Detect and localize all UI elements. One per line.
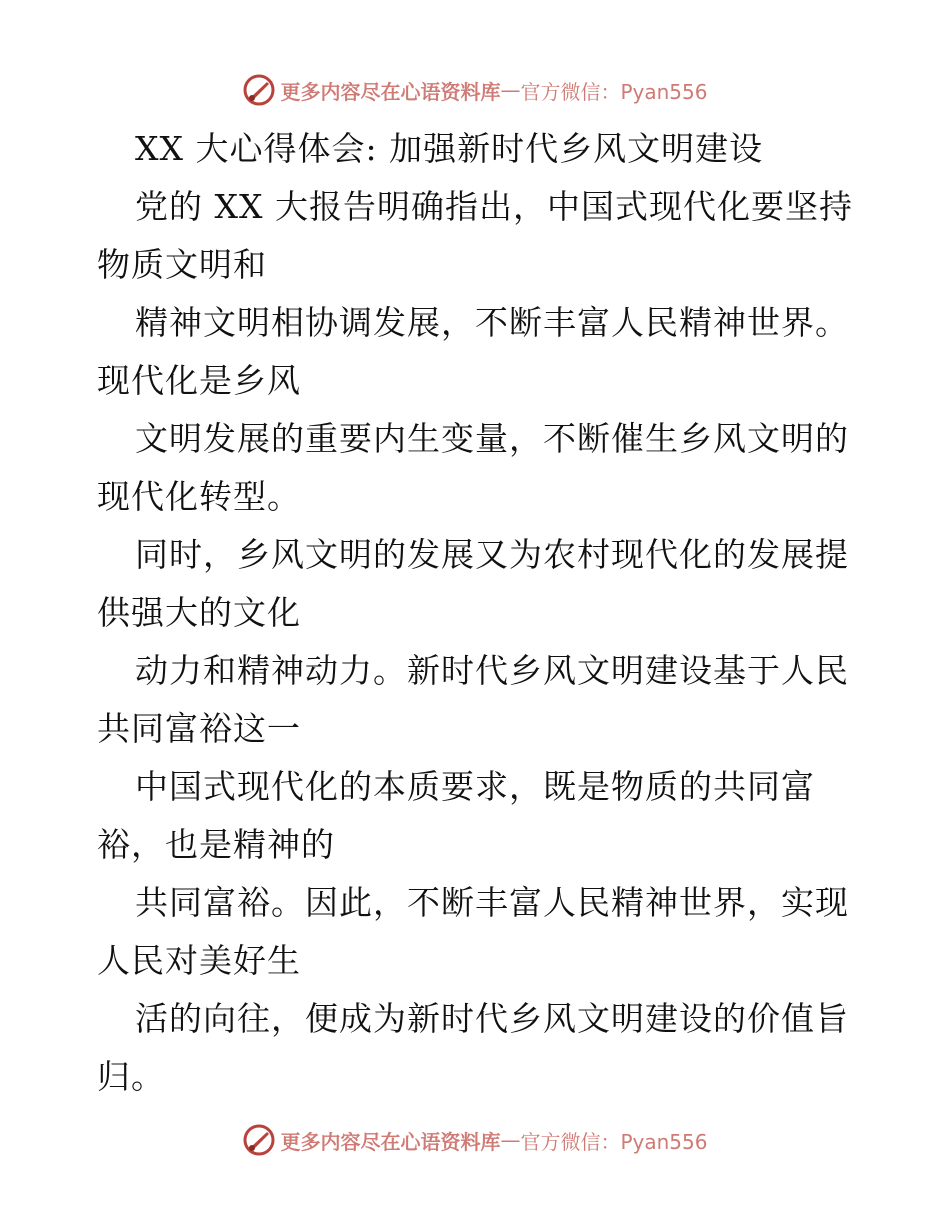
paragraph-line: 中国式现代化的本质要求，既是物质的共同富 <box>135 767 815 806</box>
paragraph-line: 党的 XX 大报告明确指出，中国式现代化要坚持 <box>135 187 853 226</box>
brush-logo-icon <box>242 1123 276 1157</box>
paragraph-line: 现代化转型。 <box>97 477 301 516</box>
watermark-separator: — <box>500 78 521 102</box>
paragraph-line: 共同富裕这一 <box>97 709 301 748</box>
footer-watermark <box>0 1120 950 1160</box>
document-body <box>97 120 857 1106</box>
paragraph-line: 精神文明相协调发展，不断丰富人民精神世界。 <box>135 303 849 342</box>
watermark-site-text: 更多内容尽在心语资料库 <box>280 1129 501 1154</box>
paragraph-line: 人民对美好生 <box>97 941 301 980</box>
brush-logo-icon <box>242 73 276 107</box>
document-title: XX 大心得体会: 加强新时代乡风文明建设 <box>135 129 764 168</box>
paragraph-line: 归。 <box>97 1057 165 1096</box>
watermark-wechat-text: 官方微信：Pyan556 <box>520 79 708 104</box>
paragraph-line: 供强大的文化 <box>97 593 301 632</box>
paragraph-line: 现代化是乡风 <box>97 361 301 400</box>
paragraph-line: 物质文明和 <box>97 245 267 284</box>
paragraph-line: 文明发展的重要内生变量，不断催生乡风文明的 <box>135 419 849 458</box>
header-watermark <box>0 70 950 110</box>
paragraph-line: 活的向往，便成为新时代乡风文明建设的价值旨 <box>135 999 849 1038</box>
paragraph-line: 共同富裕。因此，不断丰富人民精神世界，实现 <box>135 883 849 922</box>
paragraph-line: 动力和精神动力。新时代乡风文明建设基于人民 <box>135 651 849 690</box>
paragraph-line: 同时，乡风文明的发展又为农村现代化的发展提 <box>135 535 849 574</box>
watermark-site-text: 更多内容尽在心语资料库 <box>280 79 501 104</box>
paragraph-line: 裕，也是精神的 <box>97 825 335 864</box>
watermark-wechat-text: 官方微信：Pyan556 <box>520 1129 708 1154</box>
watermark-separator: — <box>500 1128 521 1152</box>
